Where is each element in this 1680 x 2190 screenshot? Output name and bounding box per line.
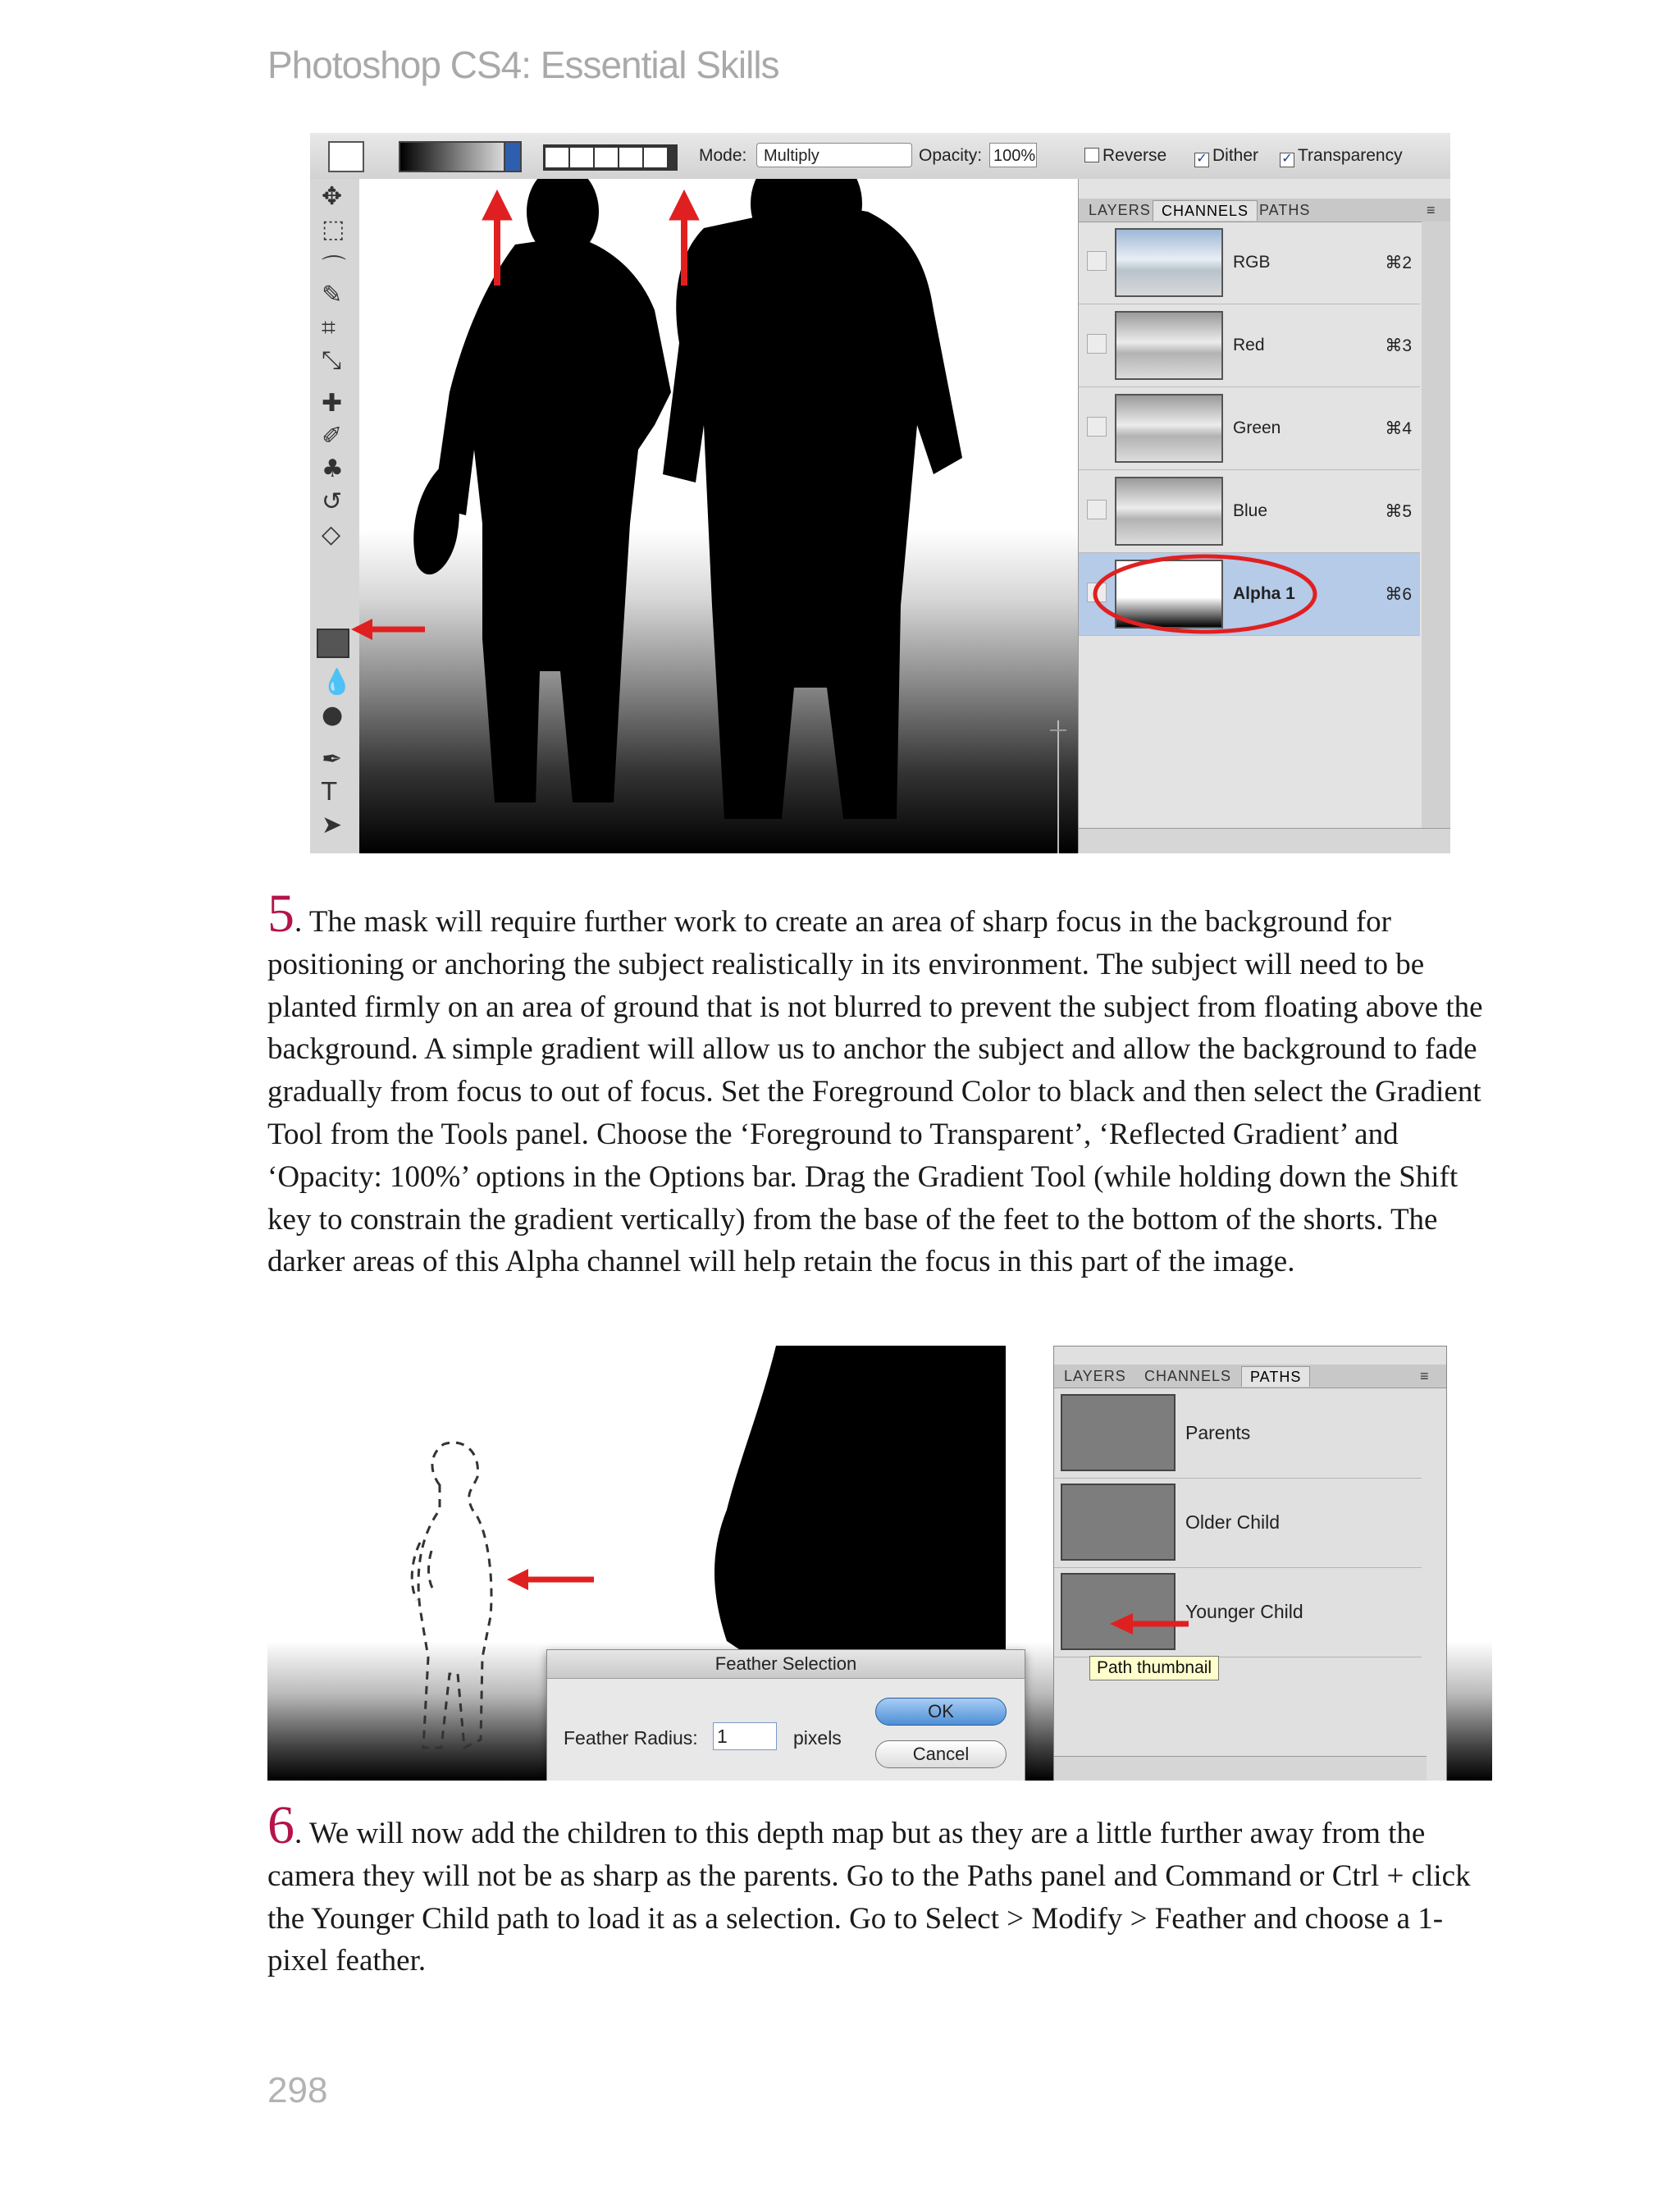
linear-gradient-icon[interactable] <box>546 148 568 167</box>
dialog-title: Feather Selection <box>547 1650 1025 1679</box>
channel-row[interactable] <box>1079 470 1420 553</box>
channel-shortcut: ⌘6 <box>1385 585 1412 604</box>
feather-selection-dialog <box>546 1649 1025 1781</box>
step-5-paragraph <box>267 884 1495 1283</box>
feather-unit-label: pixels <box>793 1727 842 1749</box>
tab-channels[interactable]: CHANNELS <box>1144 1368 1232 1384</box>
opacity-input[interactable]: 100% <box>989 143 1037 167</box>
path-name: Younger Child <box>1185 1601 1303 1622</box>
panel-footer <box>1054 1756 1427 1781</box>
tab-paths[interactable]: PATHS <box>1241 1366 1310 1387</box>
lasso-tool-icon[interactable]: ⌒ <box>322 254 346 283</box>
feather-radius-label: Feather Radius: <box>564 1727 698 1749</box>
path-thumbnail-tooltip: Path thumbnail <box>1089 1656 1219 1680</box>
type-tool-icon[interactable]: T <box>322 778 337 807</box>
opacity-label: Opacity: <box>919 146 983 165</box>
step-number: 6 <box>267 1795 294 1855</box>
visibility-eye-icon[interactable] <box>1087 500 1107 519</box>
channel-thumbnail <box>1115 311 1223 380</box>
path-row[interactable] <box>1054 1389 1422 1479</box>
tab-layers[interactable]: LAYERS <box>1064 1368 1126 1384</box>
checkbox-unchecked-icon[interactable] <box>1084 148 1099 162</box>
dither-checkbox[interactable]: ✓ Dither <box>1194 146 1258 167</box>
visibility-eye-icon[interactable] <box>1087 417 1107 437</box>
mode-label: Mode: <box>699 146 747 165</box>
channel-name: RGB <box>1233 253 1271 272</box>
move-tool-icon[interactable]: ✥ <box>322 182 343 211</box>
tool-preset-picker[interactable] <box>328 141 364 172</box>
feather-radius-input[interactable]: 1 <box>713 1722 777 1750</box>
path-name: Older Child <box>1185 1511 1281 1533</box>
step-number: 5 <box>267 884 294 944</box>
screenshot-feather-selection <box>267 1346 1492 1781</box>
radial-gradient-icon[interactable] <box>570 148 593 167</box>
path-selection-tool-icon[interactable]: ➤ <box>322 811 343 839</box>
red-arrow-annotation <box>348 617 430 642</box>
panel-tabs <box>1079 199 1450 222</box>
channel-name: Red <box>1233 336 1265 354</box>
panel-tabs <box>1054 1365 1446 1388</box>
path-thumbnail[interactable] <box>1061 1484 1176 1561</box>
visibility-eye-icon[interactable] <box>1087 251 1107 271</box>
page-number: 298 <box>267 2070 328 2110</box>
gradient-tool-icon[interactable] <box>317 629 349 658</box>
gradient-dropdown-arrow[interactable] <box>504 141 522 172</box>
channel-row[interactable] <box>1079 304 1420 387</box>
visibility-eye-icon[interactable] <box>1087 334 1107 354</box>
running-head: Photoshop CS4: Essential Skills <box>267 43 779 86</box>
marquee-tool-icon[interactable]: ⬚ <box>322 215 345 244</box>
blur-tool-icon[interactable]: 💧 <box>322 668 353 697</box>
cancel-button[interactable]: Cancel <box>875 1740 1007 1768</box>
ok-button[interactable]: OK <box>875 1698 1007 1726</box>
panel-menu-icon[interactable]: ≡ <box>1427 202 1436 218</box>
history-brush-tool-icon[interactable]: ↺ <box>322 487 343 516</box>
tab-channels[interactable]: CHANNELS <box>1153 200 1258 221</box>
channel-shortcut: ⌘3 <box>1385 336 1412 355</box>
mode-select[interactable]: Multiply <box>756 143 912 167</box>
channel-shortcut: ⌘2 <box>1385 254 1412 272</box>
tools-panel <box>310 179 360 853</box>
channel-name: Blue <box>1233 501 1268 520</box>
channels-panel <box>1078 179 1450 853</box>
channel-thumbnail <box>1115 477 1223 546</box>
diamond-gradient-icon[interactable] <box>644 148 667 167</box>
options-bar <box>310 133 1450 180</box>
pen-tool-icon[interactable]: ✒ <box>322 745 343 774</box>
channel-shortcut: ⌘4 <box>1385 419 1412 438</box>
tab-layers[interactable]: LAYERS <box>1089 202 1151 218</box>
clone-stamp-tool-icon[interactable]: ♣ <box>322 455 344 483</box>
step-6-paragraph <box>267 1795 1495 1982</box>
transparency-checkbox[interactable]: ✓ Transparency <box>1280 146 1403 167</box>
angle-gradient-icon[interactable] <box>595 148 618 167</box>
checkmark-icon[interactable]: ✓ <box>1280 153 1294 167</box>
crop-tool-icon[interactable]: ⌗ <box>322 313 336 342</box>
step-text: . The mask will require further work to create an area of sharp focus in the background for positioning or anchoring the subject realistically in its environment. The subject will need to be planted firmly on an area of ground that is not blurred to prevent the subject from floating above the background. A simple gradient will allow us to anchor the subject and allow the background to fade gradually from focus to out of focus. Set the Foreground Color to black and then select the Gradient Tool from the Tools panel. Choose the ‘Foreground to Transparent’, ‘Reflected Gradient’ and ‘Opacity: 100%’ options in the Options bar. Drag the Gradient Tool (while holding down the Shift key to constrain the gradient vertically) from the base of the feet to the bottom of the shorts. The darker areas of this Alpha channel will help retain the focus in this part of the image. <box>267 905 1483 1279</box>
checkmark-icon[interactable]: ✓ <box>1194 153 1209 167</box>
channel-row-selected[interactable] <box>1079 553 1420 636</box>
screenshot-gradient-tool <box>310 133 1450 853</box>
gradient-picker[interactable] <box>399 141 507 172</box>
channel-name: Green <box>1233 418 1281 437</box>
channel-row[interactable] <box>1079 222 1420 304</box>
channel-shortcut: ⌘5 <box>1385 502 1412 521</box>
panel-menu-icon[interactable]: ≡ <box>1420 1368 1430 1384</box>
dodge-tool-icon[interactable]: ● <box>322 701 344 729</box>
path-thumbnail[interactable] <box>1061 1394 1176 1471</box>
eyedropper-tool-icon[interactable]: ⤡ <box>322 346 341 375</box>
reverse-checkbox[interactable]: Reverse <box>1084 146 1166 166</box>
panel-footer <box>1079 828 1450 853</box>
panel-scrollbar[interactable] <box>1422 222 1450 829</box>
reflected-gradient-icon[interactable] <box>619 148 642 167</box>
red-arrow-annotation <box>1103 1607 1194 1640</box>
brush-tool-icon[interactable]: ✐ <box>322 422 343 450</box>
channel-name: Alpha 1 <box>1233 584 1295 603</box>
channel-thumbnail <box>1115 394 1223 463</box>
healing-brush-tool-icon[interactable]: ✚ <box>322 389 343 418</box>
tab-paths[interactable]: PATHS <box>1259 202 1311 218</box>
step-text: . We will now add the children to this depth map but as they are a little further away from the camera they will not be as sharp as the parents. Go to the Paths panel and Command or Ctrl + click the Younger Child path to load it as a selection. Go to Select > Modify > Feather and choose a 1-pixel feather. <box>267 1817 1471 1978</box>
gradient-type-buttons[interactable] <box>543 144 678 171</box>
red-circle-annotation <box>1090 551 1320 637</box>
eraser-tool-icon[interactable]: ◇ <box>322 520 341 549</box>
path-name: Parents <box>1185 1422 1251 1443</box>
path-row[interactable] <box>1054 1479 1422 1568</box>
paths-panel <box>1053 1346 1447 1781</box>
quick-selection-tool-icon[interactable]: ✎ <box>322 281 343 309</box>
channel-row[interactable] <box>1079 387 1420 470</box>
channel-thumbnail <box>1115 228 1223 297</box>
